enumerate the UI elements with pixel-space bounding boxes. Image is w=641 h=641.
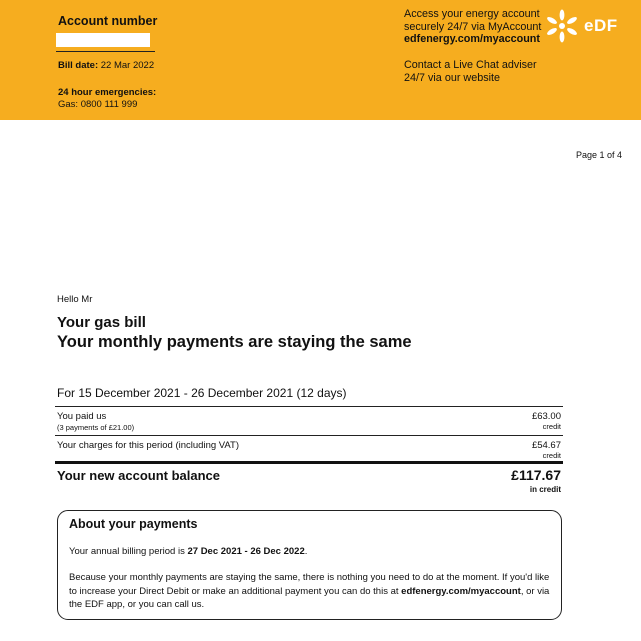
chat-line-1: Contact a Live Chat adviser [404, 59, 537, 71]
about-payments-title: About your payments [69, 517, 198, 531]
myaccount-info [404, 8, 541, 46]
paid-sub: (3 payments of £21.00) [57, 423, 135, 432]
paid-amount-sub: credit [542, 422, 561, 431]
emergency-gas-number: Gas: 0800 111 999 [58, 99, 138, 110]
bill-date-label: Bill date: [58, 60, 99, 71]
payment-info-text: Because your monthly payments are staying the same, there is nothing you need to do at the moment. If you'd like to increase your Direct Debit or make an additional payment you can do this at edfenergy.com/myaccount, or via the EDF app, or you can call us. [69, 572, 550, 610]
charges-amount: £54.67 [531, 440, 561, 451]
greeting: Hello Mr [57, 294, 93, 305]
page-number: Page 1 of 4 [576, 150, 623, 160]
account-divider [56, 51, 155, 52]
balance-label: Your new account balance [57, 468, 221, 483]
charges-label: Your charges for this period (including VAT) [57, 440, 239, 451]
about-payments-box [57, 510, 562, 620]
balance-status: in credit [529, 485, 561, 494]
bill-header [0, 0, 641, 120]
paid-label: You paid us [57, 411, 107, 422]
account-number-redacted [56, 33, 150, 47]
account-number-label: Account number [58, 14, 158, 28]
billing-period: For 15 December 2021 - 26 December 2021 (12 days) [57, 386, 347, 400]
paid-amount: £63.00 [531, 411, 561, 422]
access-line-1: Access your energy account [404, 8, 540, 20]
live-chat-info [404, 59, 537, 84]
chat-line-2: 24/7 via our website [404, 71, 501, 84]
balance-rule [55, 461, 563, 464]
annual-period-text: Your annual billing period is 27 Dec 2021 - 26 Dec 2022. [69, 546, 308, 557]
access-line-2: securely 24/7 via MyAccount [404, 20, 542, 33]
bill-date-value: 22 Mar 2022 [100, 60, 155, 71]
charges-amount-sub: credit [542, 451, 561, 460]
bill-title: Your gas bill [57, 314, 146, 331]
emergency-label: 24 hour emergencies: [58, 87, 157, 98]
edf-logo-text: eDF [584, 16, 618, 35]
summary-top-rule [55, 406, 563, 407]
bill-subtitle: Your monthly payments are staying the same [57, 333, 412, 351]
myaccount-link-inline[interactable]: edfenergy.com/myaccount [401, 585, 521, 597]
summary-mid-rule [55, 435, 563, 436]
myaccount-link[interactable]: edfenergy.com/myaccount [404, 33, 540, 45]
annual-period-dates: 27 Dec 2021 - 26 Dec 2022 [187, 546, 305, 557]
bill-date [58, 60, 154, 71]
balance-amount: £117.67 [511, 467, 561, 483]
